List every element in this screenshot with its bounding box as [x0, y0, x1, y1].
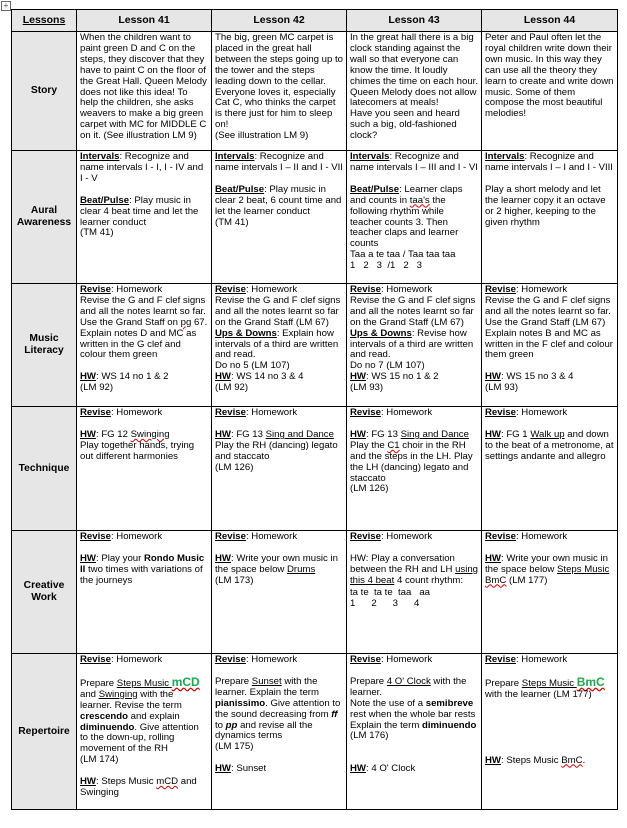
creative-rhythm-words: ta te ta te taa aa	[350, 586, 431, 598]
creative-lesson-43: Revise: Homework HW: Play a conversation between the RH and LH using this 4 beat 4 count rhythm: ta te ta te taa aa 1 2 3 4	[347, 531, 482, 654]
story-lesson-42: The big, green MC carpet is placed in the great hall between the steps going up to the tower and the steps leading down to the cellar. Everyone loves it, especially Cat C, who thinks the carpet is there just for him to sleep on! (See illustration LM 9)	[212, 32, 347, 151]
header-lesson-42: Lesson 42	[212, 10, 347, 32]
row-music-literacy	[12, 284, 618, 407]
row-label-literacy: Music Literacy	[12, 284, 77, 407]
literacy-lesson-42: Revise: Homework Revise the G and F clef signs and all the notes learnt so far on the Grand Staff (LM 67) Ups & Downs: Explain how intervals of a third are written and read. Do no 5 (LM 107) HW: WS 14 no 3 & 4 (LM 92)	[212, 284, 347, 407]
technique-lesson-42: Revise: Homework HW: FG 13 Sing and Dance Play the RH (dancing) legato and staccato (LM 126)	[212, 407, 347, 531]
story-lesson-41: When the children want to paint green D and C on the steps, they discover that they have to paint C on the floor of the Great Hall. Queen Melody does not like this idea! To help the children, she asks weavers to make a big green carpet with MC for MIDDLE C on it. (See illustration LM 9)	[77, 32, 212, 151]
repertoire-lesson-42: Revise: Homework Prepare Sunset with the learner. Explain the term pianissimo. Give attention to the sound decreasing from ff to pp and revise all the dynamics terms (LM 175) HW: Sunset	[212, 654, 347, 810]
story-lesson-43: In the great hall there is a big clock standing against the wall so that everyone can know the time. It loudly chimes the time on each hour. Queen Melody does not allow latecomers at meals! Have you seen and heard such a big, old-fashioned clock?	[347, 32, 482, 151]
row-label-repertoire: Repertoire	[12, 654, 77, 810]
technique-lesson-41: Revise: Homework HW: FG 12 Swinging Play together hands, trying out different harmonies	[77, 407, 212, 531]
header-lesson-41: Lesson 41	[77, 10, 212, 32]
row-label-story: Story	[12, 32, 77, 151]
rhythm-words: Taa a te taa / Taa taa taa	[350, 249, 456, 261]
aural-lesson-41: Intervals: Recognize and name intervals I - I, I - IV and I - V Beat/Pulse: Play music in clear 4 beat time and let the learner conduct (TM 41)	[77, 151, 212, 284]
literacy-lesson-44: Revise: Homework Revise the G and F clef signs and all the notes learnt so far. Use the Grand Staff (LM 67) Explain notes B and MC as written in the F clef and colour them green HW: WS 15 no 3 & 4 (LM 93)	[482, 284, 618, 407]
creative-lesson-42: Revise: Homework HW: Write your own music in the space below Drums (LM 173)	[212, 531, 347, 654]
creative-lesson-41: Revise: Homework HW: Play your Rondo Music II two times with variations of the journeys	[77, 531, 212, 654]
lesson-plan-table	[11, 9, 618, 810]
table-move-handle[interactable]: +	[1, 1, 11, 11]
row-creative-work	[12, 531, 618, 654]
rhythm-counts: 1 2 3 /1 2 3	[350, 260, 422, 272]
technique-lesson-44: Revise: Homework HW: FG 1 Walk up and down to the beat of a metronome, at settings andante and allegro	[482, 407, 618, 531]
story-lesson-44: Peter and Paul often let the royal children write down their own music. In this way they can use all the theory they learn to create and write down music. Some of them compose the most beautiful melodies!	[482, 32, 618, 151]
aural-lesson-43: Intervals: Recognize and name intervals I – III and I - VI Beat/Pulse: Learner claps and counts in taa's the following rhythm while teacher counts 3. Then teacher claps and learner counts Taa a te taa / Taa taa taa 1 2 3 /1 2 3	[347, 151, 482, 284]
repertoire-lesson-44: Revise: Homework Prepare Steps Music BmC with the learner (LM 177) HW: Steps Music BmC.	[482, 654, 618, 810]
row-technique	[12, 407, 618, 531]
header-lessons: Lessons	[12, 10, 77, 32]
row-story	[12, 32, 618, 151]
row-label-technique: Technique	[12, 407, 77, 531]
row-repertoire	[12, 654, 618, 810]
header-lesson-44: Lesson 44	[482, 10, 618, 32]
aural-lesson-42: Intervals: Recognize and name intervals I – II and I - VII Beat/Pulse: Play music in clear 2 beat, 6 count time and let the learner conduct (TM 41)	[212, 151, 347, 284]
creative-lesson-44: Revise: Homework HW: Write your own music in the space below Steps Music BmC (LM 177)	[482, 531, 618, 654]
header-lesson-43: Lesson 43	[347, 10, 482, 32]
repertoire-lesson-43: Revise: Homework Prepare 4 O' Clock with the learner. Note the use of a semibreve rest when the whole bar rests Explain the term diminuendo (LM 176) HW: 4 O' Clock	[347, 654, 482, 810]
row-label-creative: Creative Work	[12, 531, 77, 654]
row-label-aural: Aural Awareness	[12, 151, 77, 284]
aural-lesson-44: Intervals: Recognize and name intervals I – I and I - VIII Play a short melody and let the learner copy it an octave or 2 higher, keeping to the given rhythm	[482, 151, 618, 284]
row-aural-awareness	[12, 151, 618, 284]
literacy-lesson-41: Revise: Homework Revise the G and F clef signs and all the notes learnt so far. Use the Grand Staff on pg 67. Explain notes D and MC as written in the G clef and colour them green HW: WS 14 no 1 & 2 (LM 92)	[77, 284, 212, 407]
technique-lesson-43: Revise: Homework HW: FG 13 Sing and Dance Play the C1 choir in the RH and the steps in the LH. Play the LH (dancing) legato and staccato (LM 126)	[347, 407, 482, 531]
literacy-lesson-43: Revise: Homework Revise the G and F clef signs and all the notes learnt so far on the Grand Staff (LM 67) Ups & Downs: Revise how intervals of a third are written and read. Do no 7 (LM 107) HW: WS 15 no 1 & 2 (LM 93)	[347, 284, 482, 407]
repertoire-lesson-41: Revise: Homework Prepare Steps Music mCD and Swinging with the learner. Revise the term crescendo and explain diminuendo. Give attention to the down-up, rolling movement of the RH (LM 174) HW: Steps Music mCD and Swinging	[77, 654, 212, 810]
creative-rhythm-counts: 1 2 3 4	[350, 597, 420, 609]
header-row	[12, 10, 618, 32]
